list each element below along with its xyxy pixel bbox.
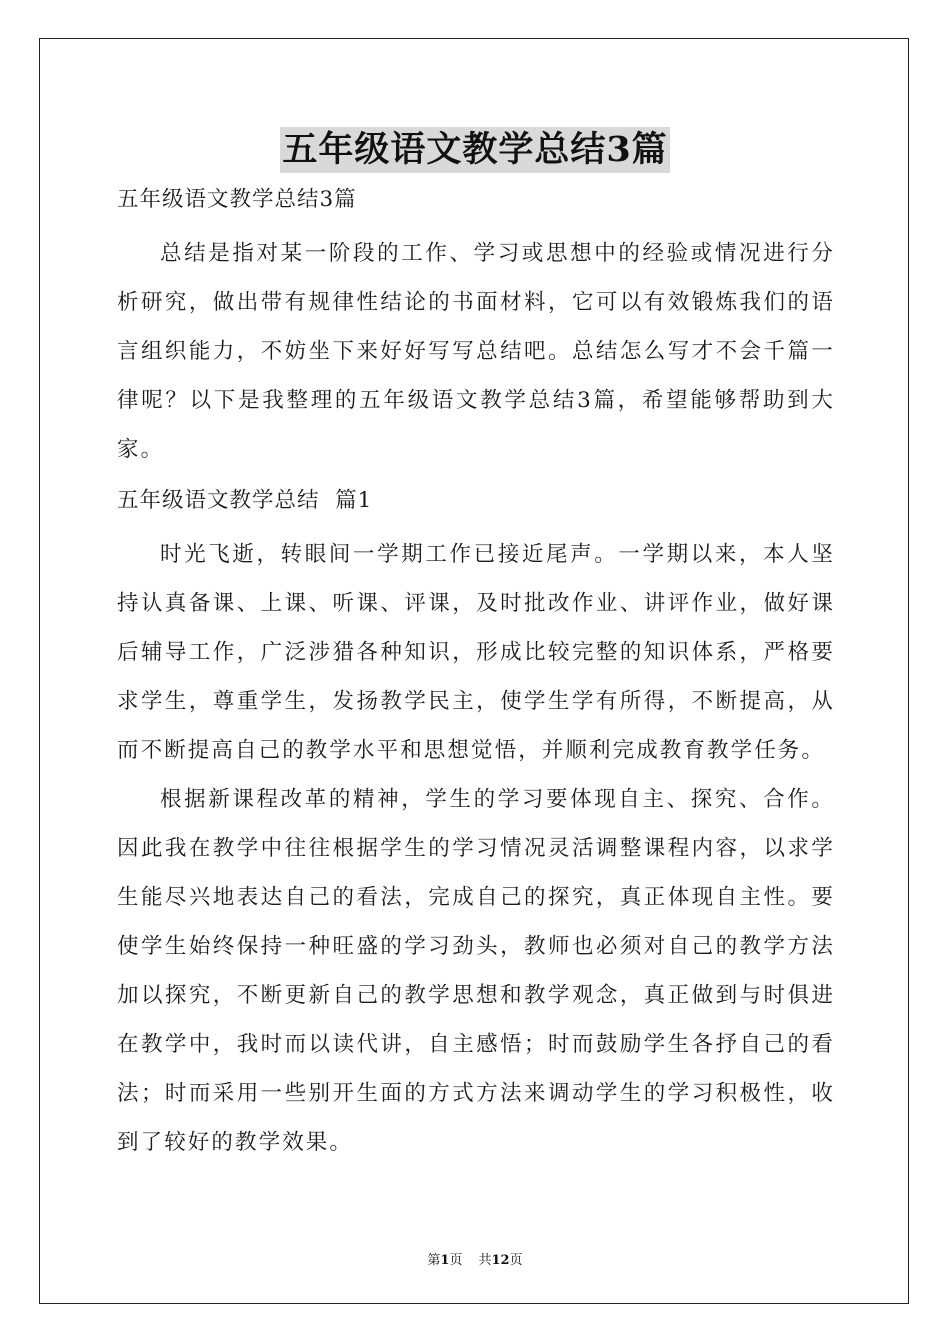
document-body (117, 180, 835, 1167)
page-number: 1 (440, 1253, 450, 1268)
document-title: 五年级语文教学总结3篇 (280, 127, 669, 173)
total-suffix: 页 (509, 1253, 523, 1268)
page-suffix: 页 (449, 1253, 463, 1268)
total-prefix: 共 (478, 1253, 492, 1268)
title-container (0, 127, 950, 173)
section-heading: 五年级语文教学总结 篇1 (117, 488, 373, 513)
intro-paragraph: 总结是指对某一阶段的工作、学习或思想中的经验或情况进行分析研究，做出带有规律性结论的书面材料，它可以有效锻炼我们的语言组织能力，不妨坐下来好好写写总结吧。总结怎么写才不会千篇一律呢？以下是我整理的五年级语文教学总结3篇，希望能够帮助到大家。 (117, 241, 835, 462)
document-subtitle: 五年级语文教学总结3篇 (117, 187, 357, 212)
body-paragraph: 时光飞逝，转眼间一学期工作已接近尾声。一学期以来，本人坚持认真备课、上课、听课、评课，及时批改作业、讲评作业，做好课后辅导工作，广泛涉猎各种知识，形成比较完整的知识体系，严格要求学生，尊重学生，发扬教学民主，使学生学有所得，不断提高，从而不断提高自己的教学水平和思想觉悟，并顺利完成教育教学任务。 (117, 542, 835, 763)
page-footer (0, 1249, 950, 1268)
body-paragraph: 根据新课程改革的精神，学生的学习要体现自主、探究、合作。因此我在教学中往往根据学生的学习情况灵活调整课程内容，以求学生能尽兴地表达自己的看法，完成自己的探究，真正体现自主性。要使学生始终保持一种旺盛的学习劲头，教师也必须对自己的教学方法加以探究，不断更新自己的教学思想和教学观念，真正做到与时俱进在教学中，我时而以读代讲，自主感悟；时而鼓励学生各抒自己的看法；时而采用一些别开生面的方式方法来调动学生的学习积极性，收到了较好的教学效果。 (117, 787, 835, 1155)
page-prefix: 第 (427, 1253, 441, 1268)
page-total: 12 (491, 1253, 510, 1268)
